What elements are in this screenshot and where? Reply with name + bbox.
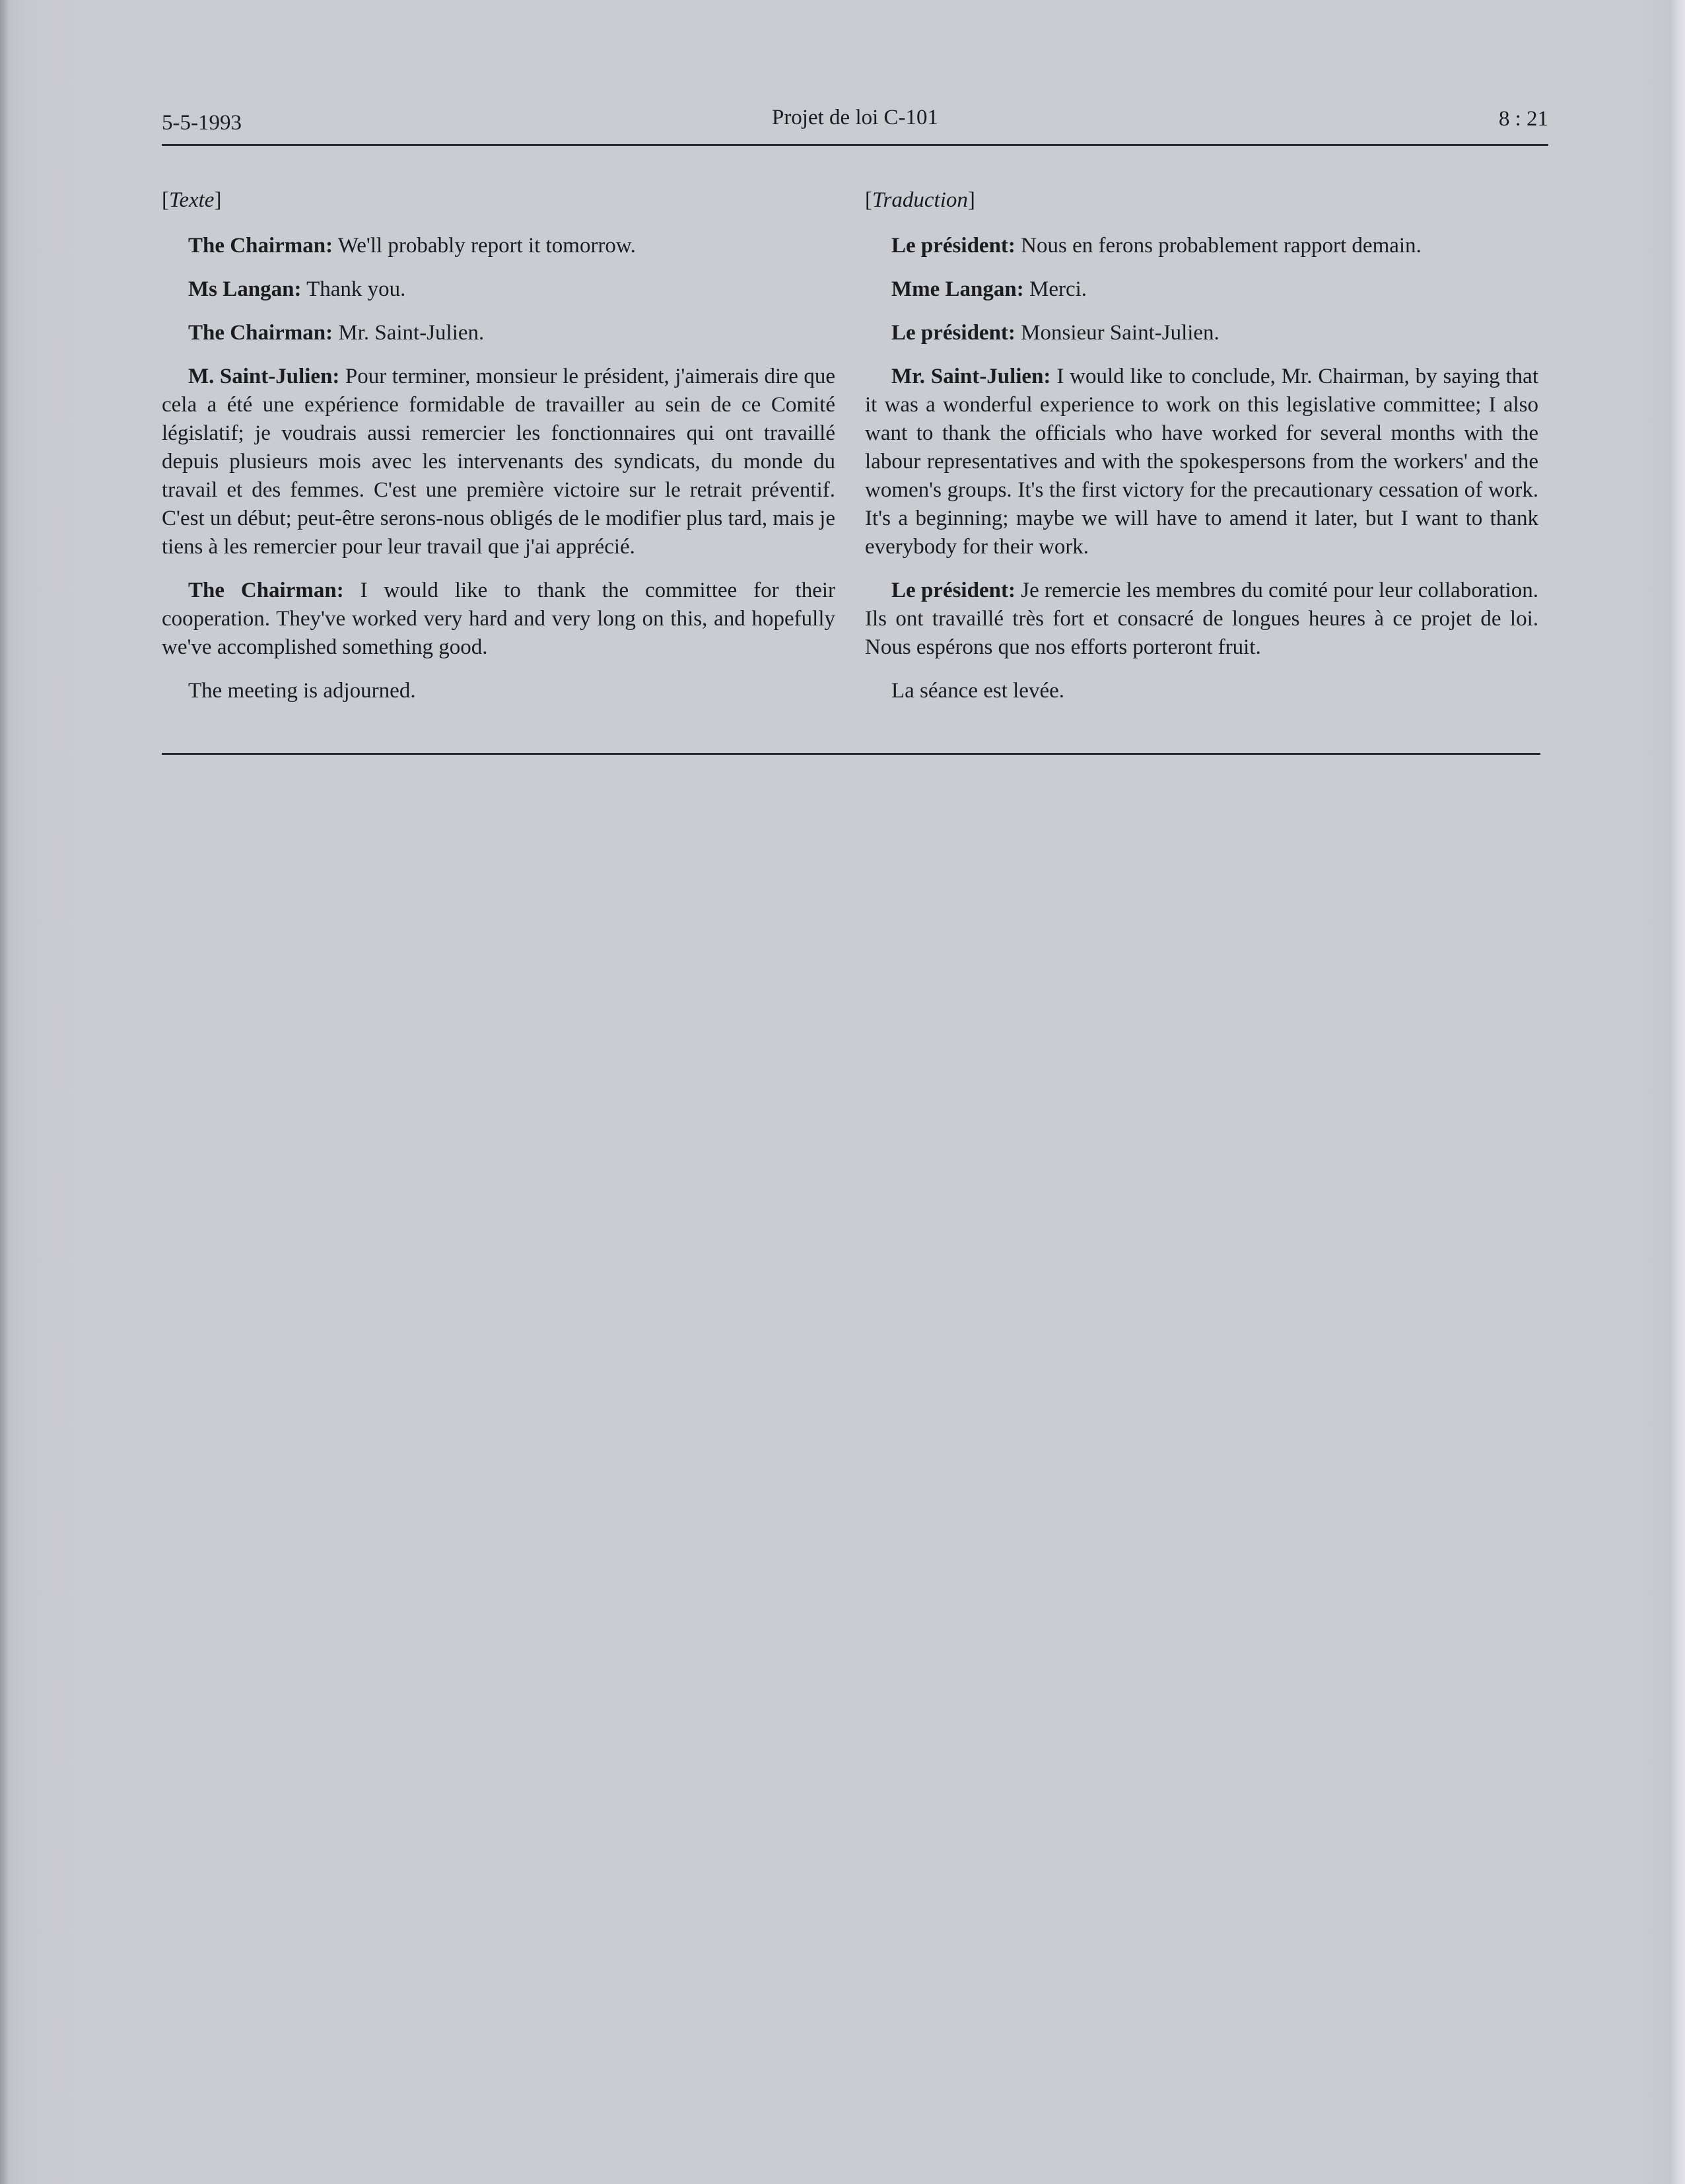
speaker-name: The Chairman: <box>188 234 333 258</box>
left-paragraph <box>162 275 835 304</box>
left-column <box>162 186 835 721</box>
speaker-name: The Chairman: <box>188 579 344 602</box>
right-paragraph <box>865 275 1538 304</box>
speaker-name: The Chairman: <box>188 321 333 345</box>
speaker-name: Le président: <box>891 321 1015 345</box>
speech-text: La séance est levée. <box>891 679 1065 703</box>
speaker-name: Le président: <box>891 234 1015 258</box>
speaker-name: Mr. Saint-Julien: <box>891 365 1051 388</box>
right-paragraph <box>865 232 1538 260</box>
page-edge <box>1670 0 1685 2184</box>
right-paragraph <box>865 577 1538 662</box>
left-paragraph <box>162 232 835 260</box>
speech-text: Nous en ferons probablement rapport demain. <box>1015 234 1422 258</box>
header-page-number: 8 : 21 <box>1498 107 1548 131</box>
speech-text: Je remercie les membres du comité pour leur collaboration. Ils ont travaillé très fort et consacré de longues heures à ce projet de loi. Nous espérons que nos efforts porteront fruit. <box>865 579 1538 659</box>
speaker-name: Le président: <box>891 579 1015 602</box>
right-paragraph <box>865 363 1538 561</box>
speech-text: I would like to thank the committee for their cooperation. They've worked very hard and very long on this, and hopefully we've accomplished something good. <box>162 579 836 659</box>
right-column <box>865 186 1538 721</box>
section-label-texte: [Texte] <box>162 188 222 212</box>
speaker-name: Ms Langan: <box>188 277 302 301</box>
speech-text: Pour terminer, monsieur le président, j'aimerais dire que cela a été une expérience formidable de travailler au sein de ce Comité législatif; je voudrais aussi remercier les fonctionnaires qui ont travaillé depuis plusieurs mois avec les intervenants des syndicats, du monde du travail et des femmes. C'est une première victoire sur le retrait préventif. C'est un début; peut-être serons-nous obligés de le modifier plus tard, mais je tiens à les remercier pour leur travail que j'ai apprécié. <box>162 365 835 559</box>
right-paragraph <box>865 677 1538 705</box>
speech-text: The meeting is adjourned. <box>188 679 416 703</box>
running-header <box>162 106 1548 146</box>
speech-text: Merci. <box>1023 277 1087 301</box>
right-paragraph <box>865 319 1538 347</box>
speech-text: Thank you. <box>301 277 406 301</box>
header-date: 5-5-1993 <box>162 111 242 135</box>
speaker-name: Mme Langan: <box>891 277 1024 301</box>
speaker-name: M. Saint-Julien: <box>188 365 340 388</box>
left-paragraph <box>162 363 835 561</box>
speech-text: I would like to conclude, Mr. Chairman, by saying that it was a wonderful experience to work on this legislative committee; I also want to thank the officials who have worked for several months with the labour representatives and with the spokespersons from the workers' and the women's groups. It's the first victory for the precautionary cessation of work. It's a beginning; maybe we will have to amend it later, but I want to thank everybody for their work. <box>865 365 1539 559</box>
left-paragraph <box>162 319 835 347</box>
left-paragraph <box>162 577 835 662</box>
left-paragraph <box>162 677 835 705</box>
speech-text: We'll probably report it tomorrow. <box>333 234 636 258</box>
header-title: Projet de loi C-101 <box>771 106 939 129</box>
page-binding-shadow <box>0 0 9 2184</box>
speech-text: Mr. Saint-Julien. <box>333 321 485 345</box>
speech-text: Monsieur Saint-Julien. <box>1015 321 1220 345</box>
end-rule <box>162 753 1540 755</box>
section-label-traduction: [Traduction] <box>865 188 975 212</box>
